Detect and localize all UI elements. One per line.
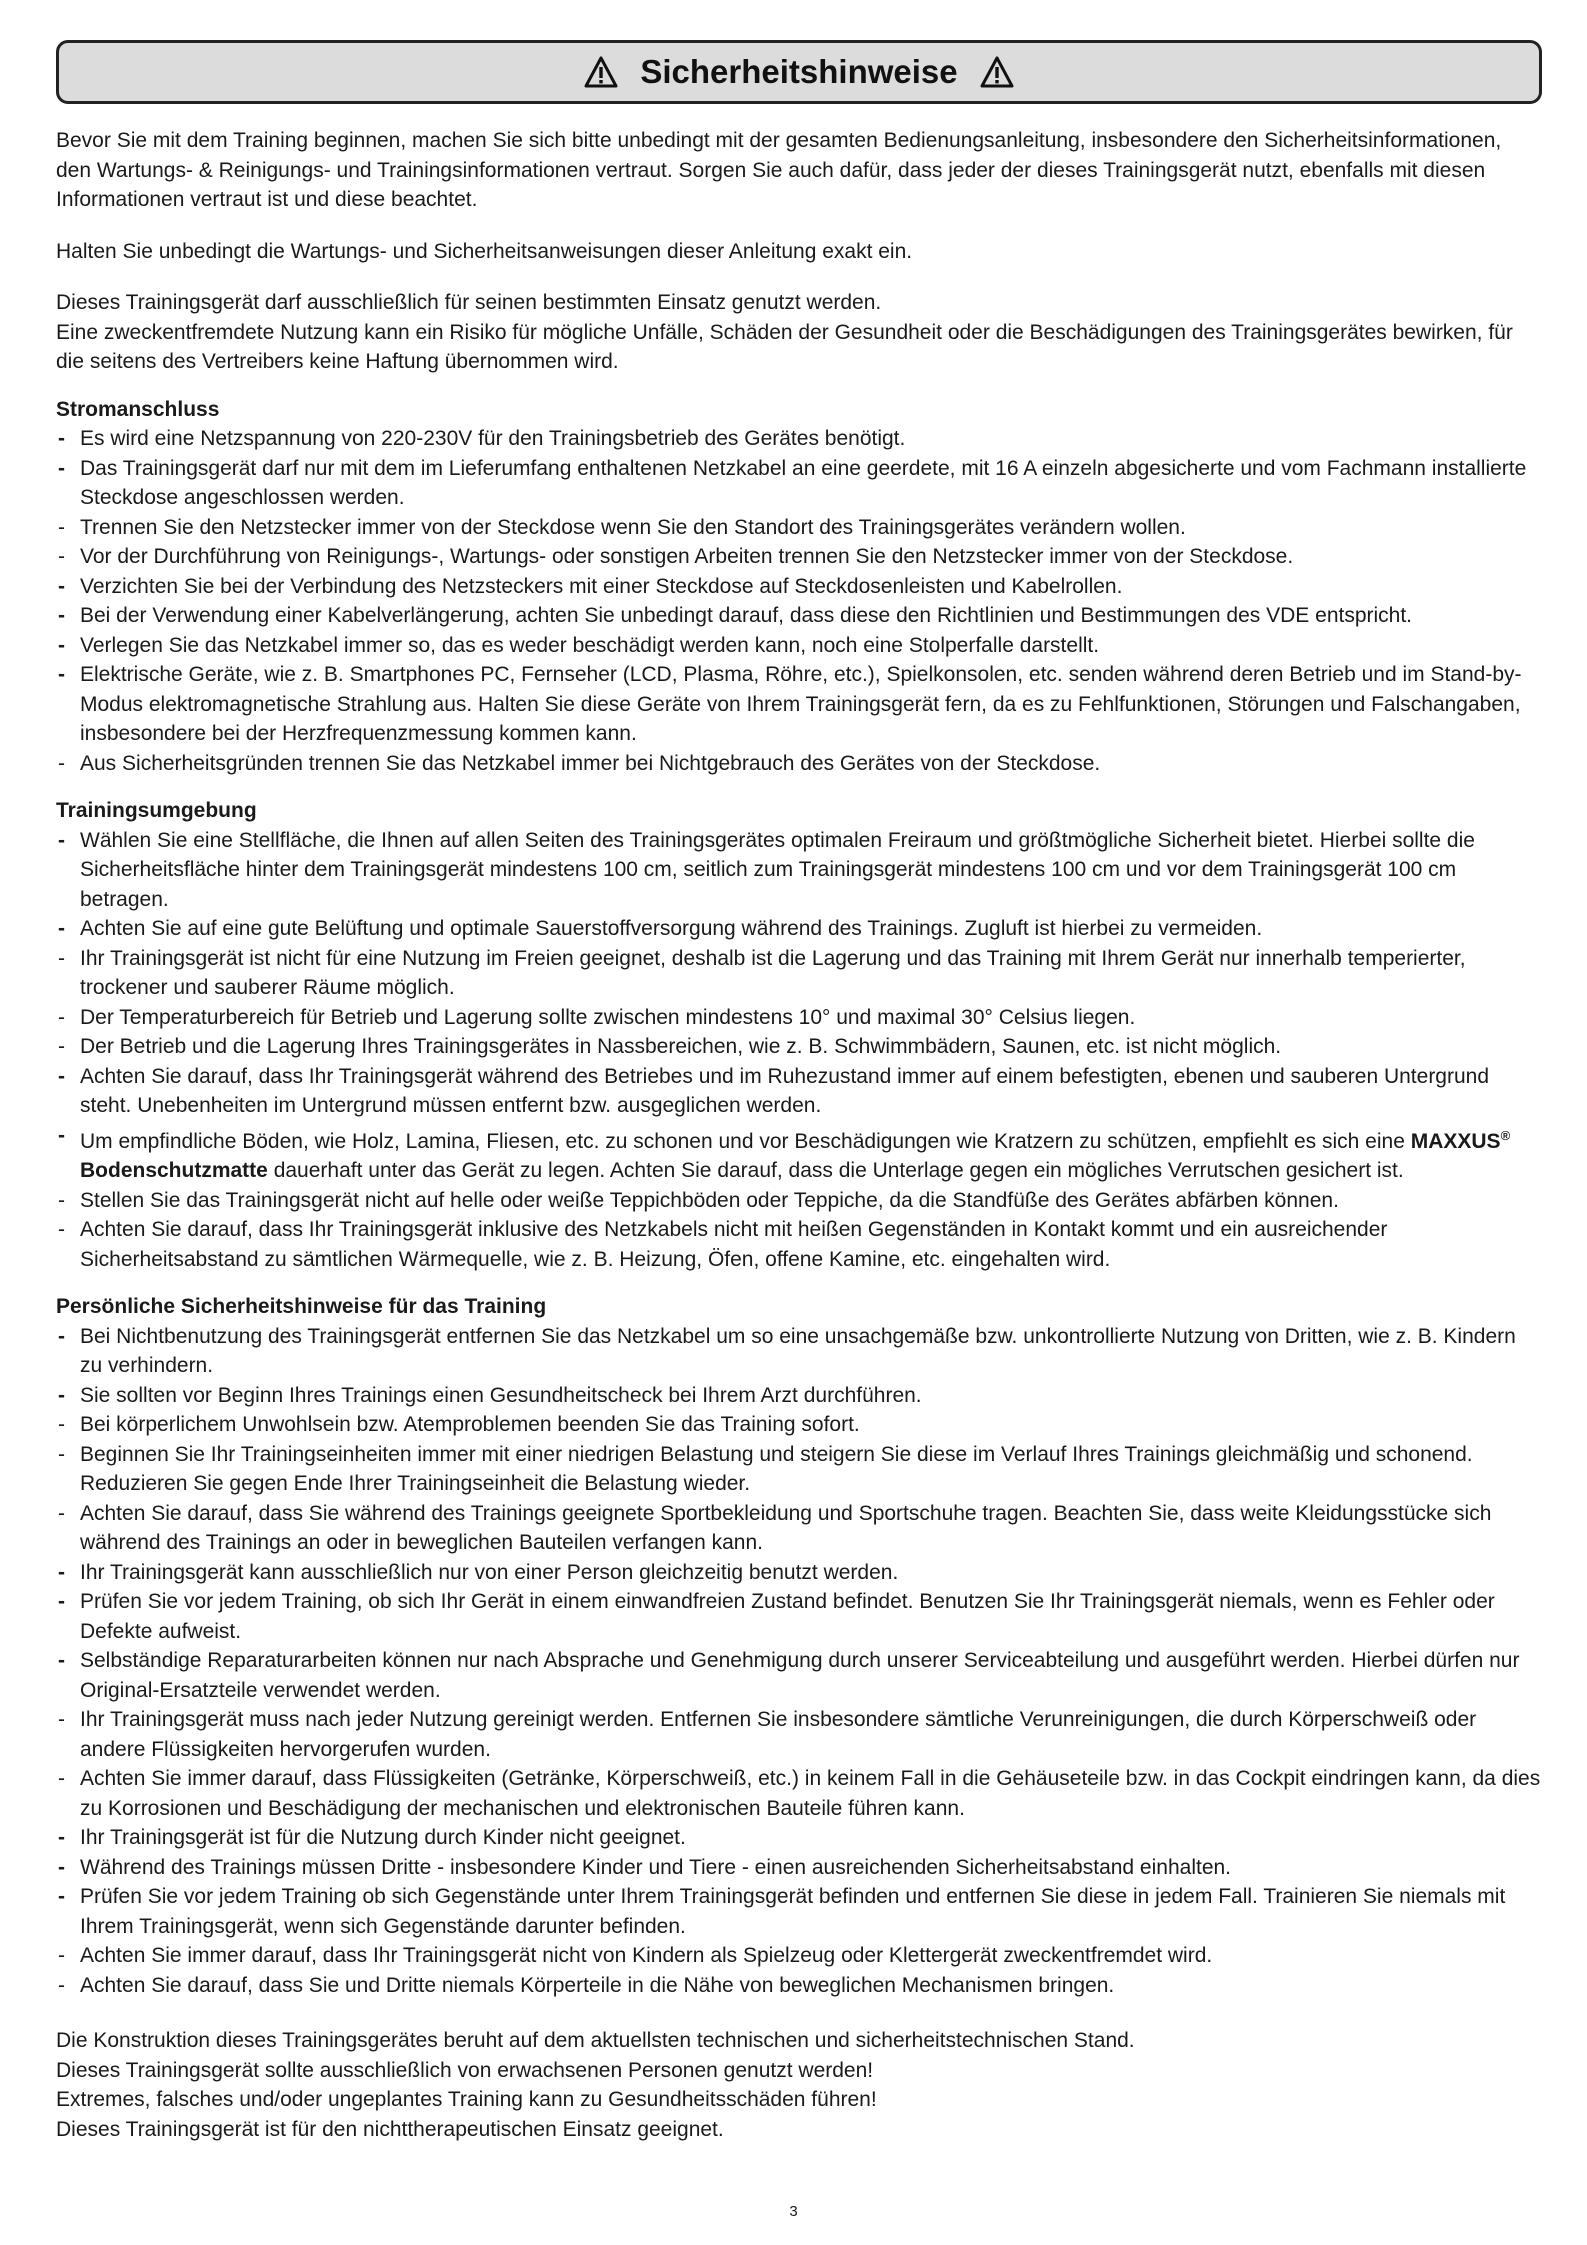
list-item: - Elektrische Geräte, wie z. B. Smartphones PC, Fernseher (LCD, Plasma, Röhre, etc.), Spielkonsolen, etc. senden während deren Betrieb und im Stand-by-Modus elektromagnetische Strahlung aus. Halten Sie diese Geräte von Ihrem Trainingsgerät fern, da es zu Fehlfunktionen, Störungen und Falschangaben, insbesondere bei der Herzfrequenzmessung kommen kann. <box>56 660 1542 749</box>
list-item: - Während des Trainings müssen Dritte - insbesondere Kinder und Tiere - einen ausreichenden Sicherheitsabstand einhalten. <box>56 1853 1542 1883</box>
closing-line: Die Konstruktion dieses Trainingsgerätes beruht auf dem aktuellsten technischen und sicherheitstechnischen Stand. <box>56 2029 1135 2052</box>
list-item: - Achten Sie darauf, dass Sie während des Trainings geeignete Sportbekleidung und Sportschuhe tragen. Beachten Sie, dass weite Kleidungsstücke sich während des Trainings an oder in beweglichen Bauteilen verfangen kann. <box>56 1499 1542 1558</box>
list-item: - Achten Sie auf eine gute Belüftung und optimale Sauerstoffversorgung während des Trainings. Zugluft ist hierbei zu vermeiden. <box>56 914 1542 944</box>
trainingsumgebung-list <box>56 826 1542 1275</box>
closing-line: Dieses Trainingsgerät sollte ausschließlich von erwachsenen Personen genutzt werden! <box>56 2058 874 2082</box>
manual-page <box>56 40 1542 2144</box>
page-title: Sicherheitshinweise <box>640 53 958 90</box>
warning-icon <box>584 55 618 89</box>
list-item-bodenschutzmatte <box>56 1121 1542 1186</box>
list-item: - Achten Sie darauf, dass Ihr Trainingsgerät während des Betriebes und im Ruhezustand immer auf einem befestigten, ebenen und sauberen Untergrund steht. Unebenheiten im Untergrund müssen entfernt bzw. ausgeglichen werden. <box>56 1062 1542 1121</box>
list-item: - Wählen Sie eine Stellfläche, die Ihnen auf allen Seiten des Trainingsgerätes optimalen Freiraum und größtmögliche Sicherheit bietet. Hierbei sollte die Sicherheitsfläche hinter dem Trainingsgerät mindestens 100 cm, seitlich zum Trainingsgerät mindestens 100 cm und vor dem Trainingsgerät 100 cm betragen. <box>56 826 1542 915</box>
list-item: - Aus Sicherheitsgründen trennen Sie das Netzkabel immer bei Nichtgebrauch des Gerätes von der Steckdose. <box>56 749 1542 779</box>
list-item: - Bei der Verwendung einer Kabelverlängerung, achten Sie unbedingt darauf, dass diese den Richtlinien und Bestimmungen des VDE entspricht. <box>56 601 1542 631</box>
warning-icon <box>980 55 1014 89</box>
list-item: - Der Temperaturbereich für Betrieb und Lagerung sollte zwischen mindestens 10° und maximal 30° Celsius liegen. <box>56 1003 1542 1033</box>
list-item: - Verzichten Sie bei der Verbindung des Netzsteckers mit einer Steckdose auf Steckdosenleisten und Kabelrollen. <box>56 572 1542 602</box>
list-item: - Prüfen Sie vor jedem Training, ob sich Ihr Gerät in einem einwandfreien Zustand befindet. Benutzen Sie Ihr Trainingsgerät niemals, wenn es Fehler oder Defekte aufweist. <box>56 1587 1542 1646</box>
stromanschluss-list <box>56 424 1542 778</box>
section-heading-persoenliche-sicherheit: Persönliche Sicherheitshinweise für das Training <box>56 1295 547 1318</box>
list-item: - Sie sollten vor Beginn Ihres Trainings einen Gesundheitscheck bei Ihrem Arzt durchführen. <box>56 1381 1542 1411</box>
intro-paragraph: Eine zweckentfremdete Nutzung kann ein Risiko für mögliche Unfälle, Schäden der Gesundheit oder die Beschädigungen des Trainingsgerätes bewirken, für die seitens des Vertreibers keine Haftung übernommen wird. <box>56 320 1513 373</box>
registered-mark: ® <box>1500 1127 1511 1143</box>
list-item: - Ihr Trainingsgerät muss nach jeder Nutzung gereinigt werden. Entfernen Sie insbesondere sämtliche Verunreinigungen, die durch Körperschweiß oder andere Flüssigkeiten hervorgerufen wurden. <box>56 1705 1542 1764</box>
closing-line: Dieses Trainingsgerät ist für den nichttherapeutischen Einsatz geeignet. <box>56 2117 724 2141</box>
intro-paragraph: Dieses Trainingsgerät darf ausschließlich für seinen bestimmten Einsatz genutzt werden. <box>56 291 882 314</box>
list-item: - Verlegen Sie das Netzkabel immer so, das es weder beschädigt werden kann, noch eine Stolperfalle darstellt. <box>56 631 1542 661</box>
product-name: Bodenschutzmatte <box>80 1159 268 1182</box>
list-item: - Selbständige Reparaturarbeiten können nur nach Absprache und Genehmigung durch unserer Serviceabteilung und ausgeführt werden. Hierbei dürfen nur Original-Ersatzteile verwendet werden. <box>56 1646 1542 1705</box>
page-number: 3 <box>789 2203 798 2220</box>
list-item: - Beginnen Sie Ihr Trainingseinheiten immer mit einer niedrigen Belastung und steigern Sie diese im Verlauf Ihres Trainings gleichmäßig und schonend. Reduzieren Sie gegen Ende Ihrer Trainingseinheit die Belastung wieder. <box>56 1440 1542 1499</box>
list-item: - Vor der Durchführung von Reinigungs-, Wartungs- oder sonstigen Arbeiten trennen Sie den Netzstecker immer von der Steckdose. <box>56 542 1542 572</box>
list-item: - Ihr Trainingsgerät ist für die Nutzung durch Kinder nicht geeignet. <box>56 1823 1542 1853</box>
matte-text-before: Um empfindliche Böden, wie Holz, Lamina, Fliesen, etc. zu schonen und vor Beschädigungen wie Kratzern zu schützen, empfiehlt es sich eine <box>80 1129 1411 1153</box>
list-item: - Achten Sie darauf, dass Sie und Dritte niemals Körperteile in die Nähe von beweglichen Mechanismen bringen. <box>56 1971 1542 2001</box>
list-item: - Bei körperlichem Unwohlsein bzw. Atemproblemen beenden Sie das Training sofort. <box>56 1410 1542 1440</box>
list-item: - Es wird eine Netzspannung von 220-230V für den Trainingsbetrieb des Gerätes benötigt. <box>56 424 1542 454</box>
section-heading-stromanschluss: Stromanschluss <box>56 397 220 421</box>
persoenliche-sicherheit-list <box>56 1322 1542 2001</box>
list-item: - Stellen Sie das Trainingsgerät nicht auf helle oder weiße Teppichböden oder Teppiche, da die Standfüße des Gerätes abfärben können. <box>56 1186 1542 1216</box>
list-item: - Achten Sie immer darauf, dass Ihr Trainingsgerät nicht von Kindern als Spielzeug oder Klettergerät zweckentfremdet wird. <box>56 1941 1542 1971</box>
section-heading-trainingsumgebung: Trainingsumgebung <box>56 799 257 822</box>
list-item: - Trennen Sie den Netzstecker immer von der Steckdose wenn Sie den Standort des Trainingsgerätes verändern wollen. <box>56 513 1542 543</box>
list-item: - Bei Nichtbenutzung des Trainingsgerät entfernen Sie das Netzkabel um so eine unsachgemäße bzw. unkontrollierte Nutzung von Dritten, wie z. B. Kindern zu verhindern. <box>56 1322 1542 1381</box>
closing-notes <box>56 2026 1542 2144</box>
list-item: - Achten Sie immer darauf, dass Flüssigkeiten (Getränke, Körperschweiß, etc.) in keinem Fall in die Gehäuseteile bzw. in das Cockpit eindringen kann, da dies zu Korrosionen und Beschädigung der mechanischen und elektronischen Bauteile führen kann. <box>56 1764 1542 1823</box>
matte-text-after: dauerhaft unter das Gerät zu legen. Achten Sie darauf, dass die Unterlage gegen ein mögliches Verrutschen gesichert ist. <box>267 1159 1404 1182</box>
list-item: - Ihr Trainingsgerät kann ausschließlich nur von einer Person gleichzeitig benutzt werden. <box>56 1558 1542 1588</box>
title-banner <box>56 40 1542 104</box>
list-item: - Achten Sie darauf, dass Ihr Trainingsgerät inklusive des Netzkabels nicht mit heißen Gegenständen in Kontakt kommt und ein ausreichender Sicherheitsabstand zu sämtlichen Wärmequelle, wie z. B. Heizung, Öfen, offene Kamine, etc. eingehalten wird. <box>56 1215 1542 1274</box>
intro-paragraph: Bevor Sie mit dem Training beginnen, machen Sie sich bitte unbedingt mit der gesamten Bedienungsanleitung, insbesondere den Sicherheitsinformationen, den Wartungs- & Reinigungs- und Trainingsinformationen vertraut. Sorgen Sie auch dafür, dass jeder der dieses Trainingsgerät nutzt, ebenfalls mit diesen Informationen vertraut ist und diese beachtet. <box>56 129 1502 211</box>
list-item: - Das Trainingsgerät darf nur mit dem im Lieferumfang enthaltenen Netzkabel an eine geerdete, mit 16 A einzeln abgesicherte und vom Fachmann installierte Steckdose angeschlossen werden. <box>56 454 1542 513</box>
list-item: - Prüfen Sie vor jedem Training ob sich Gegenstände unter Ihrem Trainingsgerät befinden und entfernen Sie diese in jedem Fall. Trainieren Sie niemals mit Ihrem Trainingsgerät, wenn sich Gegenstände darunter befinden. <box>56 1882 1542 1941</box>
list-item: - Der Betrieb und die Lagerung Ihres Trainingsgerätes in Nassbereichen, wie z. B. Schwimmbädern, Saunen, etc. ist nicht möglich. <box>56 1032 1542 1062</box>
closing-line: Extremes, falsches und/oder ungeplantes Training kann zu Gesundheitsschäden führen! <box>56 2088 877 2111</box>
list-item: - Ihr Trainingsgerät ist nicht für eine Nutzung im Freien geeignet, deshalb ist die Lagerung und das Training mit Ihrem Gerät nur innerhalb temperierter, trockener und sauberer Räume möglich. <box>56 944 1542 1003</box>
intro-paragraph: Halten Sie unbedingt die Wartungs- und Sicherheitsanweisungen dieser Anleitung exakt ein. <box>56 239 913 263</box>
brand-name: MAXXUS <box>1410 1129 1501 1153</box>
